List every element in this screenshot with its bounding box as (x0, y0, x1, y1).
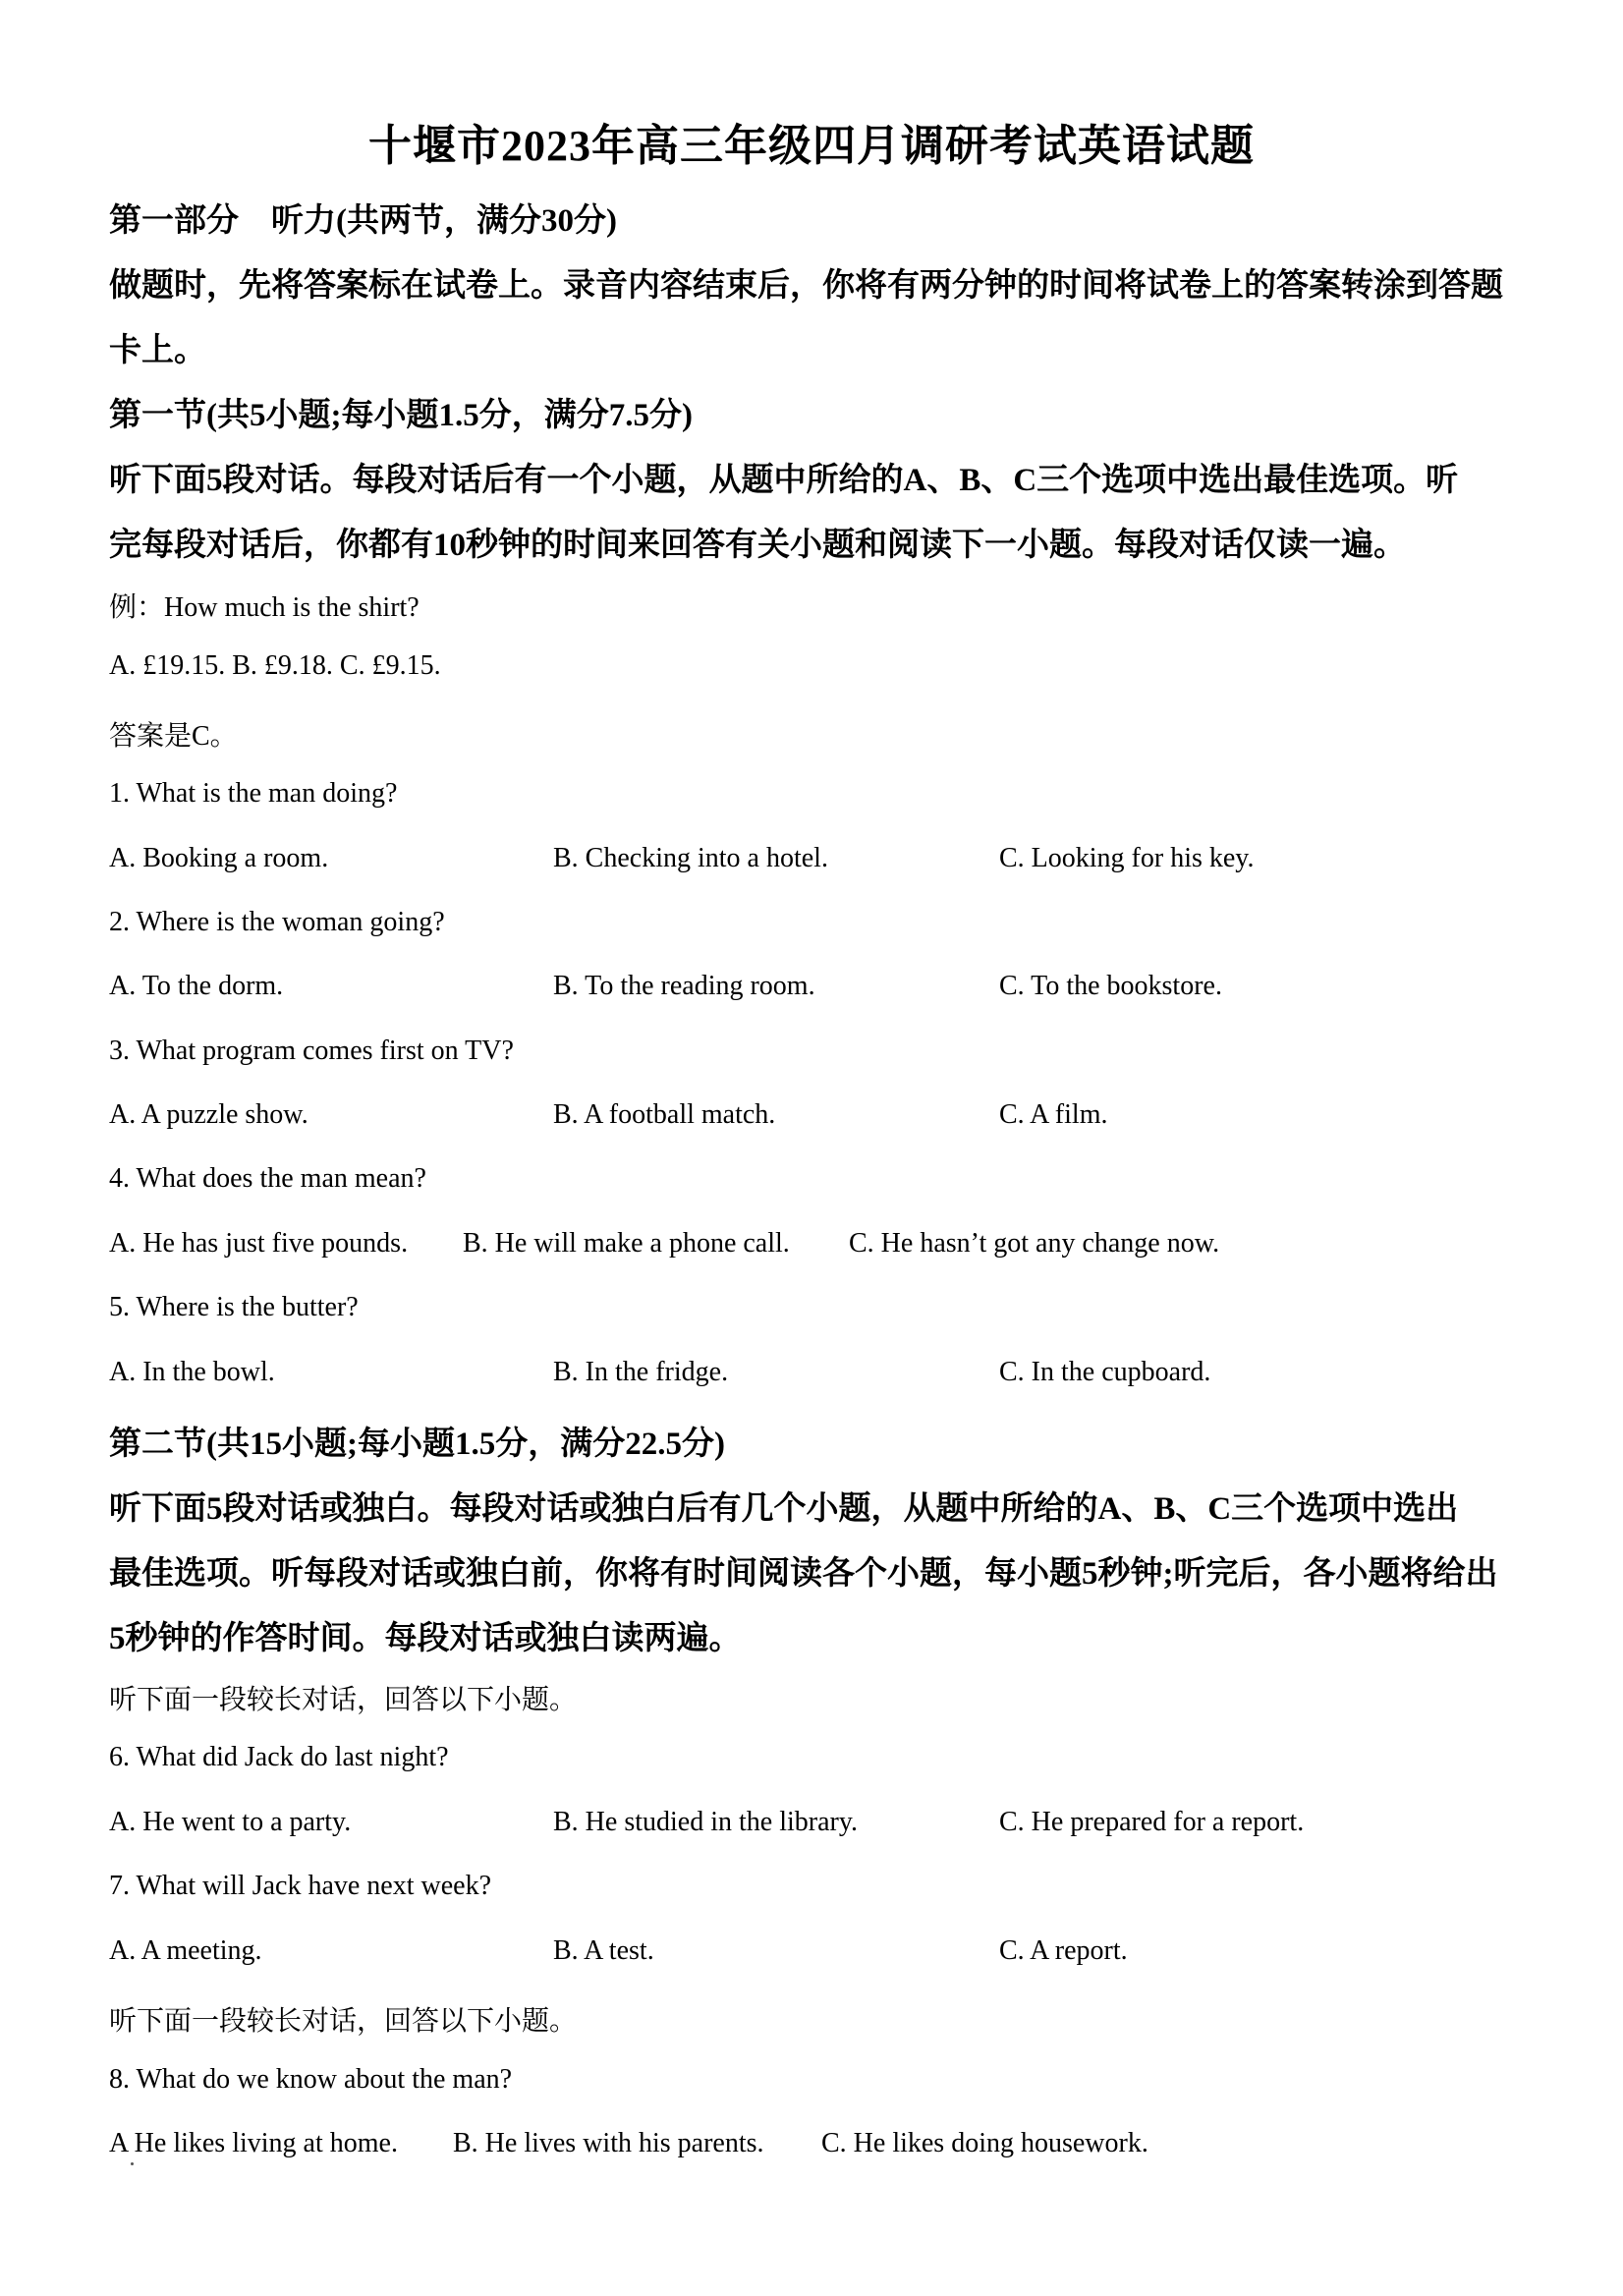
question-7-option-c: C. A report. (999, 1935, 1128, 1966)
question-5-option-a: A. In the bowl. (109, 1357, 275, 1387)
question-3-option-c: C. A film. (999, 1099, 1108, 1130)
exam-title: 十堰市2023年高三年级四月调研考试英语试题 (368, 122, 1255, 170)
question-1-option-b: B. Checking into a hotel. (553, 843, 828, 873)
example-question: 例：How much is the shirt? (109, 592, 420, 623)
section1-instruction-line1: 听下面5段对话。每段对话后有一个小题，从题中所给的A、B、C三个选项中选出最佳选项。听 (109, 463, 1459, 498)
part1-instruction-line1: 做题时，先将答案标在试卷上。录音内容结束后，你将有两分钟的时间将试卷上的答案转涂到答题 (109, 268, 1503, 304)
question-8-option-b: B. He lives with his parents. (453, 2128, 764, 2158)
question-8: 8. What do we know about the man? (109, 2064, 513, 2095)
section2-heading: 第二节(共15小题;每小题1.5分，满分22.5分) (109, 1427, 725, 1462)
question-3: 3. What program comes first on TV? (109, 1036, 514, 1066)
question-1-option-c: C. Looking for his key. (999, 843, 1255, 873)
question-7: 7. What will Jack have next week? (109, 1871, 492, 1901)
question-4-option-b: B. He will make a phone call. (463, 1228, 790, 1259)
lead-in-1: 听下面一段较长对话，回答以下小题。 (109, 1685, 578, 1715)
question-7-option-a: A. A meeting. (109, 1935, 262, 1966)
question-3-option-a: A. A puzzle show. (109, 1099, 308, 1130)
part1-heading: 第一部分 听力(共两节，满分30分) (109, 203, 617, 239)
section2-instruction-line1: 听下面5段对话或独白。每段对话或独白后有几个小题，从题中所给的A、B、C三个选项中选出 (109, 1491, 1459, 1527)
question-8-option-a: A He likes living at home. (109, 2128, 398, 2158)
lead-in-2: 听下面一段较长对话，回答以下小题。 (109, 2006, 578, 2037)
section2-instruction-line3: 5秒钟的作答时间。每段对话或独白读两遍。 (109, 1621, 742, 1656)
question-5-option-c: C. In the cupboard. (999, 1357, 1211, 1387)
question-5-option-b: B. In the fridge. (553, 1357, 729, 1387)
question-3-option-b: B. A football match. (553, 1099, 776, 1130)
question-7-option-b: B. A test. (553, 1935, 654, 1966)
question-2-option-b: B. To the reading room. (553, 971, 815, 1001)
question-4: 4. What does the man mean? (109, 1163, 426, 1194)
stray-dot (131, 2162, 134, 2165)
question-6-option-b: B. He studied in the library. (553, 1807, 859, 1837)
question-5: 5. Where is the butter? (109, 1292, 359, 1322)
part1-instruction-line2: 卡上。 (109, 333, 206, 368)
section2-instruction-line2: 最佳选项。听每段对话或独白前，你将有时间阅读各个小题，每小题5秒钟;听完后，各小题将给出 (109, 1556, 1498, 1592)
question-8-option-c: C. He likes doing housework. (821, 2128, 1148, 2158)
example-options: A. £19.15. B. £9.18. C. £9.15. (109, 650, 441, 681)
question-4-option-c: C. He hasn’t got any change now. (849, 1228, 1220, 1259)
question-2-option-a: A. To the dorm. (109, 971, 284, 1001)
question-4-option-a: A. He has just five pounds. (109, 1228, 409, 1259)
question-6-option-a: A. He went to a party. (109, 1807, 352, 1837)
question-2-option-c: C. To the bookstore. (999, 971, 1222, 1001)
section1-heading: 第一节(共5小题;每小题1.5分，满分7.5分) (109, 398, 693, 433)
question-2: 2. Where is the woman going? (109, 907, 445, 937)
question-6-option-c: C. He prepared for a report. (999, 1807, 1305, 1837)
question-1: 1. What is the man doing? (109, 778, 398, 809)
section1-instruction-line2: 完每段对话后，你都有10秒钟的时间来回答有关小题和阅读下一小题。每段对话仅读一遍。 (109, 528, 1406, 563)
question-6: 6. What did Jack do last night? (109, 1742, 449, 1772)
example-answer: 答案是C。 (109, 721, 238, 752)
question-1-option-a: A. Booking a room. (109, 843, 329, 873)
